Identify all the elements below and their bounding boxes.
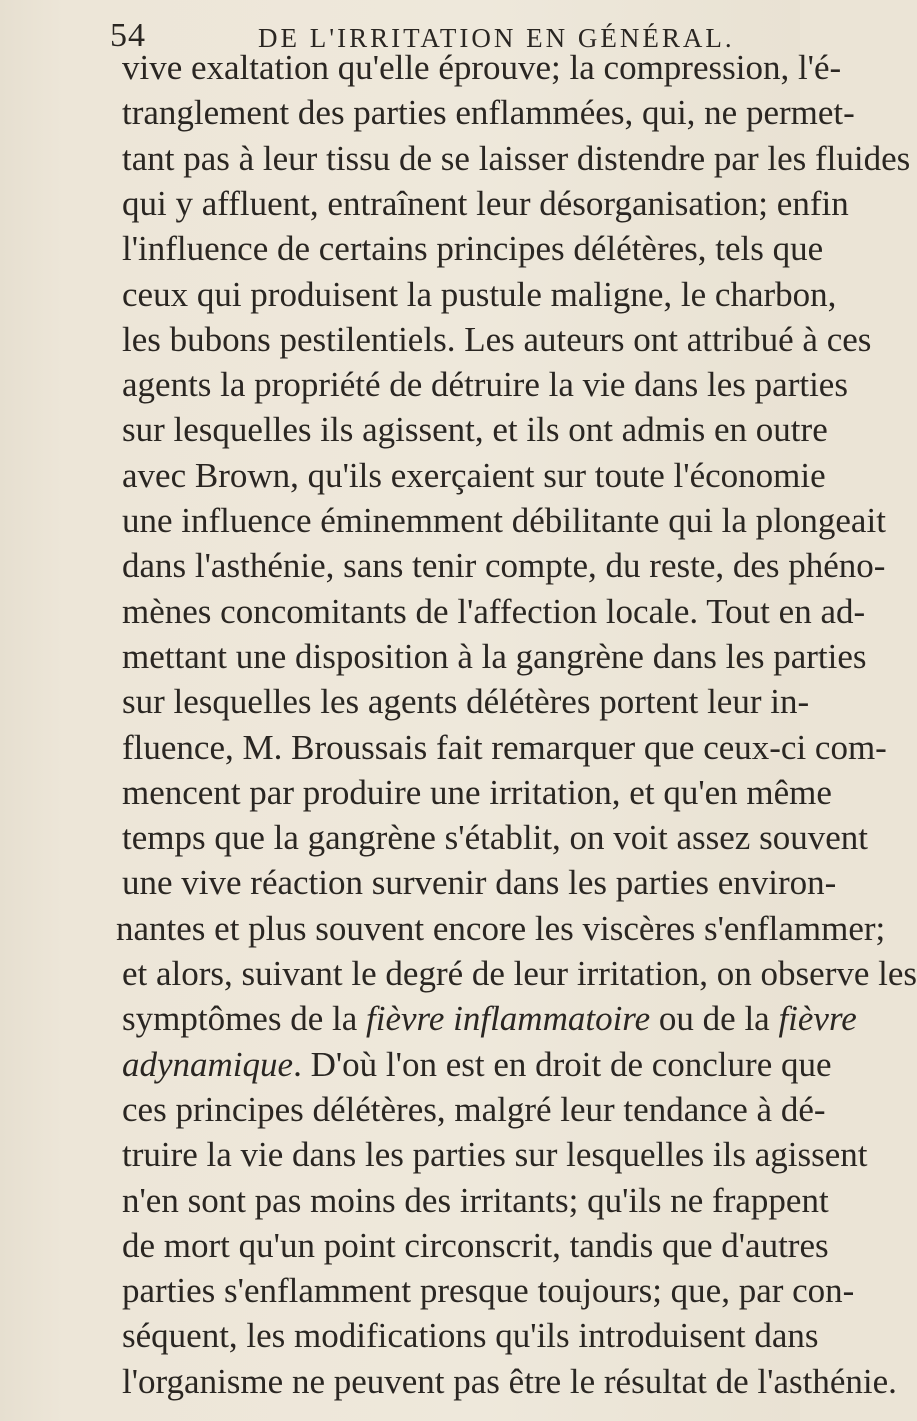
text-line: l'organisme ne peuvent pas être le résultat de l'asthénie. [122, 1361, 897, 1401]
text-line: fluence, M. Broussais fait remarquer que ceux-ci com- [122, 727, 887, 767]
text-line: nantes et plus souvent encore les viscères s'enflammer; [116, 908, 886, 948]
text-line: avec Brown, qu'ils exerçaient sur toute l'économie [122, 455, 826, 495]
text-line: truire la vie dans les parties sur lesquelles ils agissent [122, 1135, 868, 1175]
text-line: de mort qu'un point circonscrit, tandis que d'autres [122, 1225, 829, 1265]
text-line: dans l'asthénie, sans tenir compte, du reste, des phéno- [122, 546, 886, 586]
text-run: . D'où l'on est en droit de conclure que [293, 1044, 832, 1084]
text-line: et alors, suivant le degré de leur irritation, on observe les [122, 954, 917, 993]
text-line: tant pas à leur tissu de se laisser distendre par les fluides [122, 138, 911, 178]
italic-term: adynamique [122, 1044, 294, 1084]
text-line: l'influence de certains principes délétères, tels que [122, 229, 824, 269]
text-line: les bubons pestilentiels. Les auteurs ont attribué à ces [122, 319, 872, 359]
text-line: ces principes délétères, malgré leur tendance à dé- [122, 1089, 826, 1129]
text-line: mènes concomitants de l'affection locale. Tout en ad- [122, 591, 866, 631]
text-line: ceux qui produisent la pustule maligne, le charbon, [122, 274, 837, 314]
text-line [122, 1042, 832, 1087]
text-line: sur lesquelles les agents délétères portent leur in- [122, 682, 810, 722]
text-run: ou de la [650, 999, 779, 1039]
text-line: parties s'enflamment presque toujours; que, par con- [122, 1271, 855, 1311]
italic-term: fièvre inflammatoire [366, 999, 651, 1039]
text-line: une vive réaction survenir dans les parties environ- [122, 863, 837, 903]
text-line: une influence éminemment débilitante qui la plongeait [122, 501, 886, 540]
text-line: qui y affluent, entraînent leur désorganisation; enfin [122, 183, 849, 223]
text-line: sur lesquelles ils agissent, et ils ont admis en outre [122, 410, 828, 450]
text-line: temps que la gangrène s'établit, on voit assez souvent [122, 818, 868, 858]
text-run: symptômes de la [122, 999, 366, 1039]
text-line: mettant une disposition à la gangrène dans les parties [122, 636, 867, 676]
text-line: tranglement des parties enflammées, qui, ne permet- [122, 93, 855, 133]
text-line: n'en sont pas moins des irritants; qu'ils ne frappent [122, 1180, 829, 1220]
running-head: DE L'IRRITATION EN GÉNÉRAL. [258, 23, 735, 53]
italic-term: fièvre [778, 999, 857, 1039]
text-line: mencent par produire une irritation, et qu'en même [122, 772, 832, 812]
text-line: séquent, les modifications qu'ils introduisent dans [122, 1316, 819, 1356]
page-number: 54 [110, 17, 146, 54]
text-line [122, 996, 857, 1041]
text-line: vive exaltation qu'elle éprouve; la compression, l'é- [122, 48, 842, 87]
text-line: agents la propriété de détruire la vie dans les parties [122, 365, 848, 405]
